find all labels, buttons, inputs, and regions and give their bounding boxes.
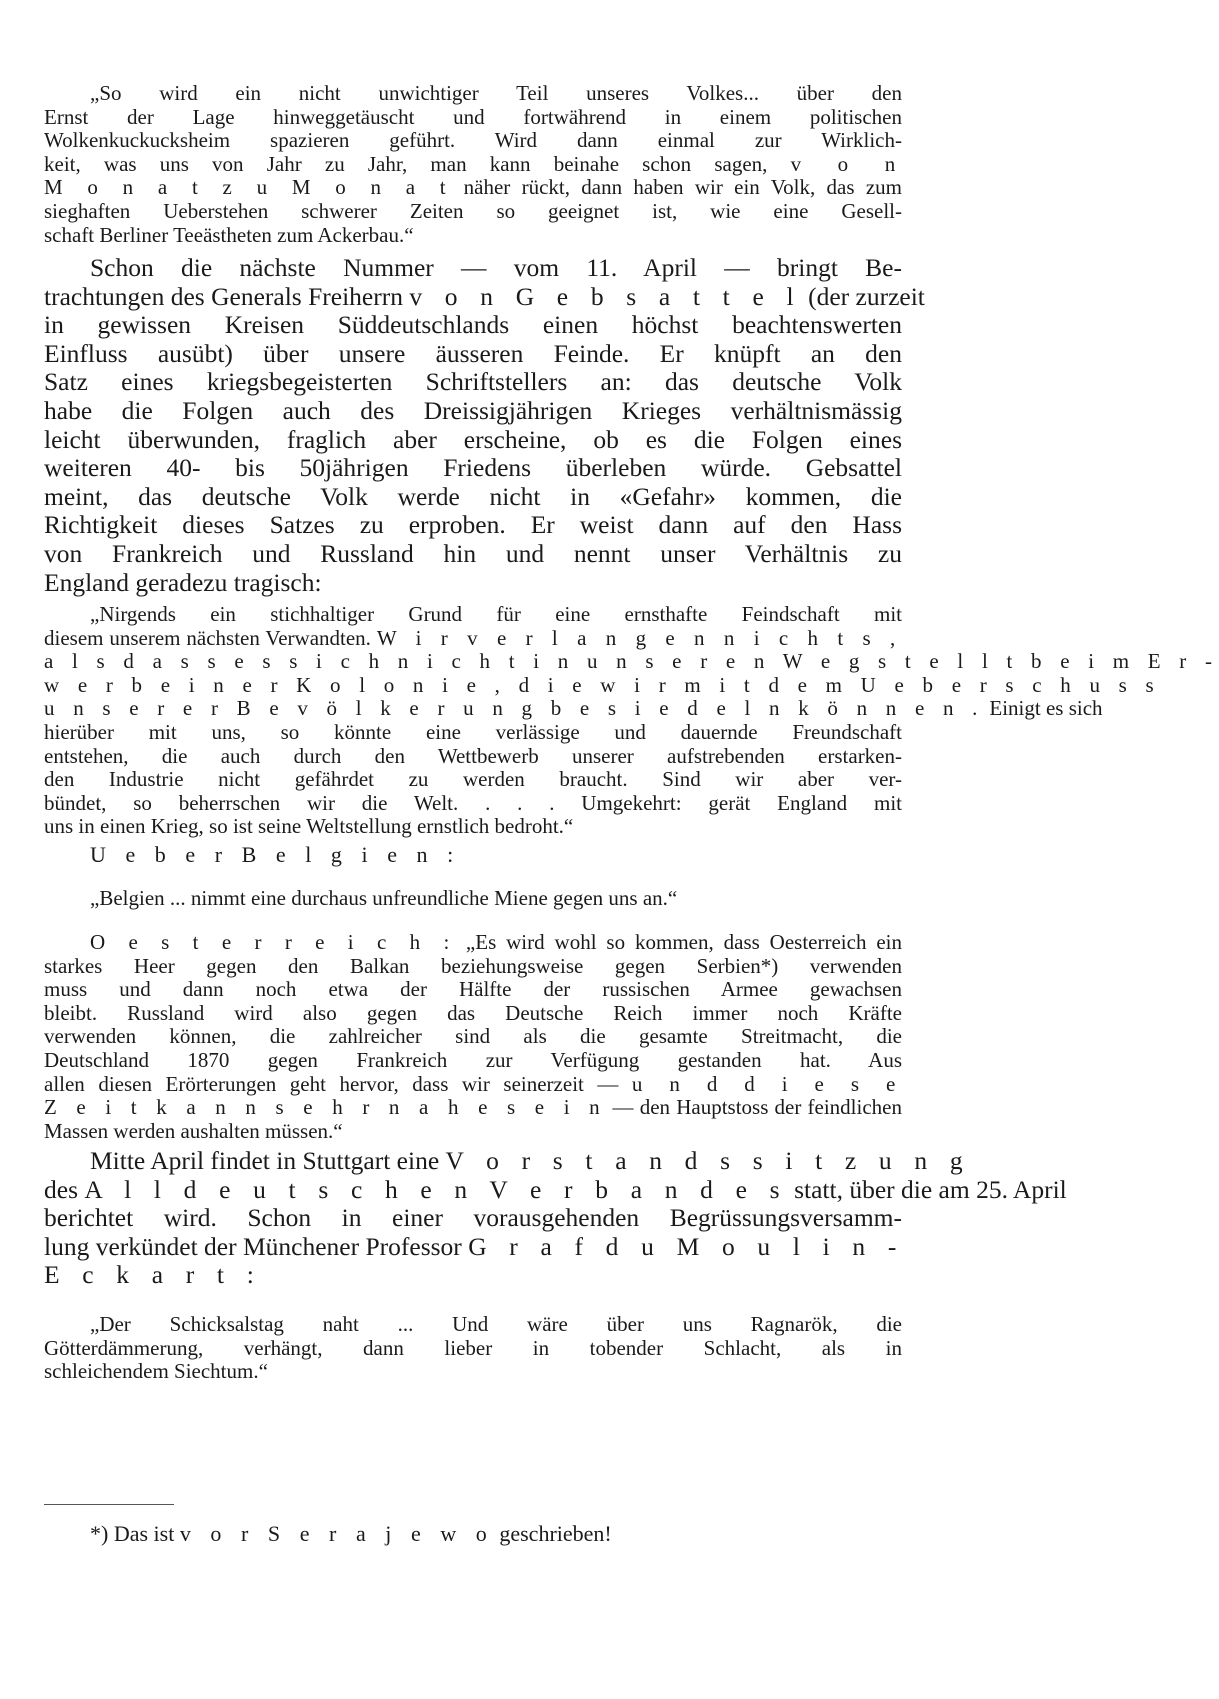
text-line: uns in einen Krieg, so ist seine Weltstellung ernstlich bedroht.“ [44, 814, 574, 839]
text-line: hierüber mit uns, so könnte eine verlässige und dauernde Freundschaft [44, 719, 902, 744]
emphasis-text: v o r S e r a j e w o [179, 1521, 494, 1546]
emphasis-text: v o n [790, 151, 903, 176]
quote-block-2 [44, 602, 1219, 839]
text-line: verwenden können, die zahlreicher sind als die gesamte Streitmacht, die [44, 1024, 902, 1049]
text-line: Einfluss ausübt) über unsere äusseren Feinde. Er knüpft an den [44, 338, 902, 368]
heading-text: U e b e r B e l g i e n : [90, 842, 461, 867]
text-line: schaft Berliner Teeästheten zum Ackerbau.“ [44, 222, 414, 247]
text-line: sieghaften Ueberstehen schwerer Zeiten so geeignet ist, wie eine Gesell- [44, 198, 902, 223]
text-line: a l s d a s s e s s i c h n i c h t i n u n s e r e n W e g s t e l l t b e i m E r - [44, 649, 1219, 674]
quote-oesterreich [44, 931, 902, 1143]
text-line: meint, das deutsche Volk werde nicht in «Gefahr» kommen, die [44, 481, 902, 511]
text-line: bündet, so beherrschen wir die Welt. . . . Umgekehrt: gerät England mit [44, 790, 902, 815]
text-line: „Der Schicksalstag naht ... Und wäre über uns Ragnarök, die [90, 1312, 902, 1336]
text-line: keit, was uns von Jahr zu Jahr, man kann beinahe schon sagen, v o n [44, 151, 903, 176]
text-line: w e r b e i n e r K o l o n i e , d i e w i r m i t d e m U e b e r s c h u s s [44, 672, 1161, 697]
text-line: bleibt. Russland wird also gegen das Deutsche Reich immer noch Kräfte [44, 1000, 902, 1025]
footnote-divider [44, 1504, 174, 1505]
text-line: muss und dann noch etwa der Hälfte der russischen Armee gewachsen [44, 977, 902, 1002]
emphasis-text: W i r v e r l a n g e n n i c h t s , [376, 625, 902, 650]
text-line: diesem unserem nächsten Verwandten. W i r v e r l a n g e n n i c h t s , [44, 625, 902, 650]
text-line: den Industrie nicht gefährdet zu werden braucht. Sind wir aber ver- [44, 767, 902, 792]
section-heading-belgien [44, 843, 902, 867]
text-line: „Nirgends ein stichhaltiger Grund für eine ernsthafte Feindschaft mit [90, 602, 902, 626]
text-line: Mitte April findet in Stuttgart eine V o r s t a n d s s i t z u n g [90, 1146, 971, 1175]
text-line: Richtigkeit dieses Satzes zu erproben. Er weist dann auf den Hass [44, 510, 902, 540]
text-line: M o n a t z u M o n a t näher rückt, dann haben wir ein Volk, das zum [44, 175, 902, 200]
emphasis-text: Z e i t k a n n s e h r n a h e s e i n [44, 1095, 607, 1120]
text-line: allen diesen Erörterungen geht hervor, dass wir seinerzeit — u n d d i e s e [44, 1071, 903, 1096]
text-line: Deutschland 1870 gegen Frankreich zur Verfügung gestanden hat. Aus [44, 1047, 902, 1072]
text-line: O e s t e r r e i c h : „Es wird wohl so kommen, dass Oesterreich ein [90, 930, 903, 954]
footnote [44, 1522, 902, 1546]
text-line: Massen werden aushalten müssen.“ [44, 1118, 343, 1143]
text-line: habe die Folgen auch des Dreissigjährigen Krieges verhältnismässig [44, 395, 902, 425]
text-line: Satz eines kriegsbegeisterten Schriftstellers an: das deutsche Volk [44, 367, 902, 397]
quote-belgien [44, 887, 902, 911]
emphasis-text: G r a f d u M o u l i n - [468, 1231, 905, 1261]
quote-block-3 [44, 1313, 902, 1384]
text-line: Schon die nächste Nummer — vom 11. April — bringt Be- [90, 253, 902, 282]
text-line: „So wird ein nicht unwichtiger Teil unseres Volkes... über den [90, 81, 902, 105]
text-line: in gewissen Kreisen Süddeutschlands einen höchst beachtenswerten [44, 310, 902, 340]
text-line: Ernst der Lage hinweggetäuscht und fortwährend in einem politischen [44, 104, 902, 129]
text-line: lung verkündet der Münchener Professor G r a f d u M o u l i n - [44, 1231, 905, 1261]
text-line: des A l l d e u t s c h e n V e r b a n d e s statt, über die am 25. April [44, 1174, 1067, 1204]
text-line: England geradezu tragisch: [44, 567, 322, 597]
text-line: entstehen, die auch durch den Wettbewerb unserer aufstrebenden erstarken- [44, 743, 902, 768]
text-line: berichtet wird. Schon in einer vorausgehenden Begrüssungsversamm- [44, 1203, 902, 1233]
emphasis-text: M o n a t z u M o n a t [44, 175, 453, 200]
text-line: von Frankreich und Russland hin und nennt unser Verhältnis zu [44, 538, 902, 568]
text-line: Z e i t k a n n s e h r n a h e s e i n — den Hauptstoss der feindlichen [44, 1095, 902, 1120]
emphasis-text: u n d d i e s e [631, 1071, 903, 1096]
text-line: trachtungen des Generals Freiherrn v o n G e b s a t t e l (der zurzeit [44, 281, 925, 311]
body-paragraph-2 [44, 1146, 1067, 1290]
quote-block-1 [44, 82, 902, 247]
text-line: E c k a r t : [44, 1260, 262, 1290]
emphasis-text: A l l d e u t s c h e n V e r b a n d e s [84, 1174, 788, 1204]
emphasis-text: O e s t e r r e i c h : [90, 930, 457, 954]
body-paragraph-1 [44, 253, 925, 597]
text-line: starkes Heer gegen den Balkan beziehungsweise gegen Serbien*) verwenden [44, 953, 902, 978]
text-line: Wolkenkuckucksheim spazieren geführt. Wird dann einmal zur Wirklich- [44, 128, 902, 153]
text-line: leicht überwunden, fraglich aber erscheine, ob es die Folgen eines [44, 424, 902, 454]
footnote-text: *) Das ist v o r S e r a j e w o geschrieben! [90, 1521, 612, 1546]
emphasis-text: u n s e r e r B e v ö l k e r u n g b e s i e d e l n k ö n n e n . [44, 696, 985, 721]
emphasis-text: v o n G e b s a t t e l [409, 281, 802, 311]
text-line: Götterdämmerung, verhängt, dann lieber in tobender Schlacht, als in [44, 1335, 902, 1360]
text-line: schleichendem Siechtum.“ [44, 1359, 268, 1384]
text-line: „Belgien ... nimmt eine durchaus unfreundliche Miene gegen uns an.“ [90, 886, 678, 910]
emphasis-text: V o r s t a n d s s i t z u n g [445, 1146, 971, 1175]
text-line: weiteren 40- bis 50jährigen Friedens überleben würde. Gebsattel [44, 453, 902, 483]
text-line: u n s e r e r B e v ö l k e r u n g b e s i e d e l n k ö n n e n . Einigt es sich [44, 696, 1103, 721]
